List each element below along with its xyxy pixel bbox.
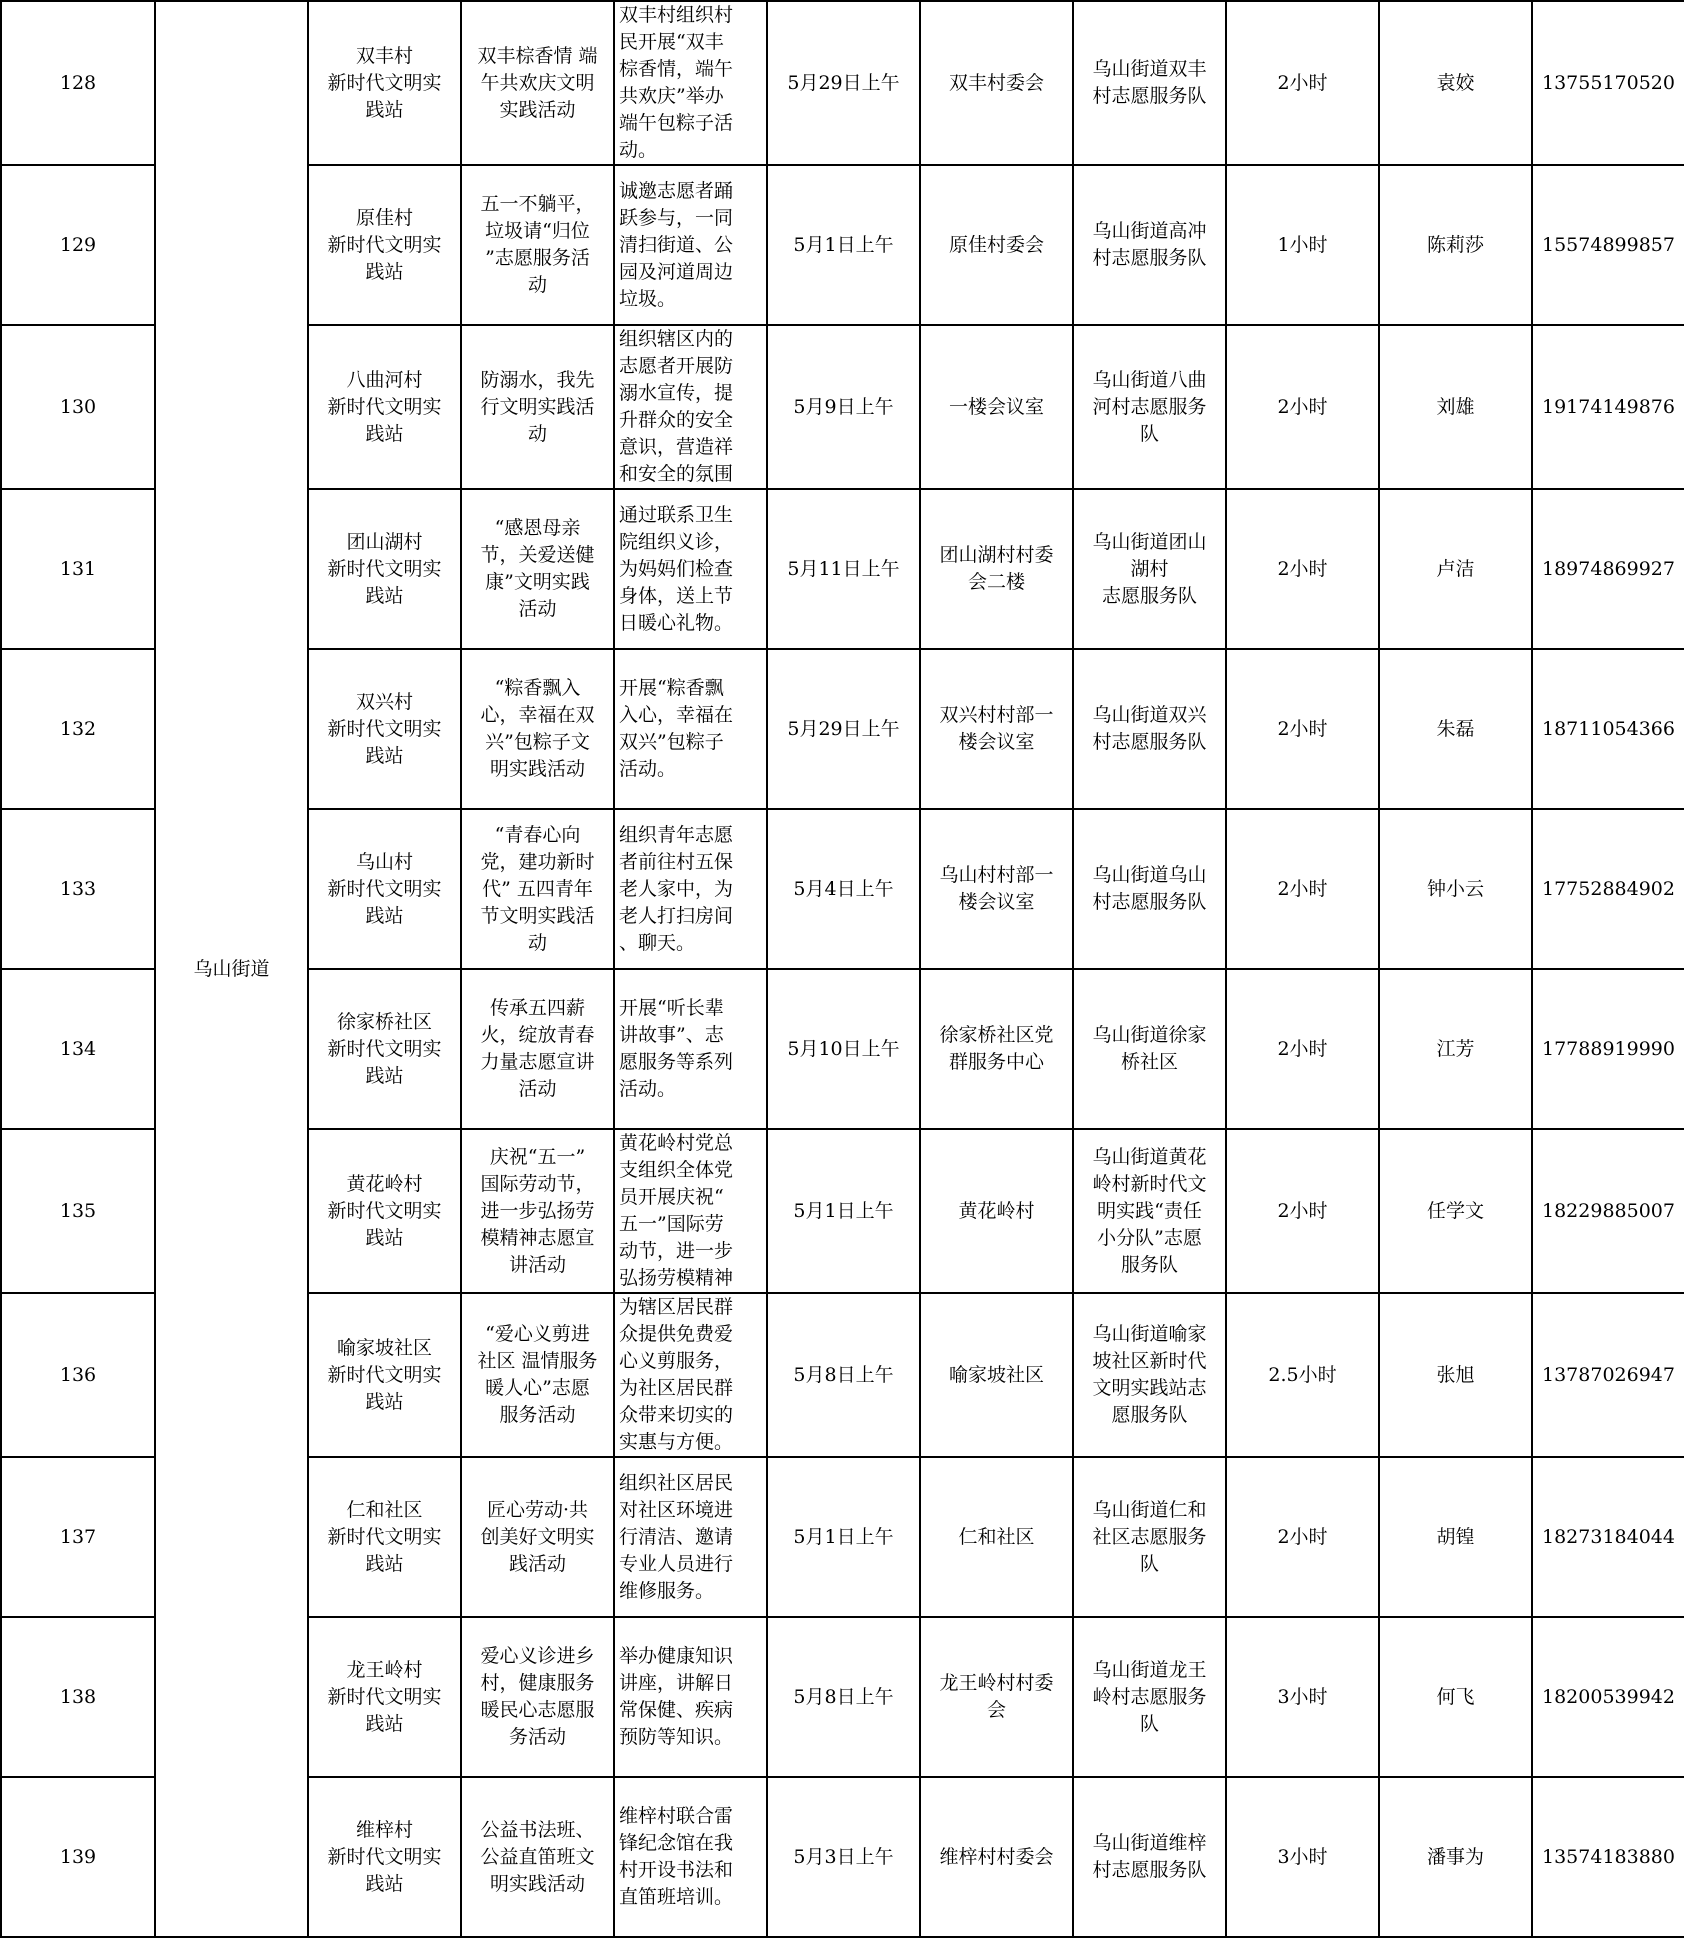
activity-time-cell: 5月8日上午 xyxy=(767,1293,920,1457)
duration-cell: 2小时 xyxy=(1226,969,1379,1129)
row-number-cell: 139 xyxy=(1,1777,155,1937)
station-cell: 喻家坡社区 新时代文明实 践站 xyxy=(308,1293,461,1457)
activity-content-cell: 组织社区居民 对社区环境进 行清洁、邀请 专业人员进行 维修服务。 xyxy=(614,1457,767,1617)
contact-person-cell: 任学文 xyxy=(1379,1129,1532,1293)
activity-time-cell: 5月9日上午 xyxy=(767,325,920,489)
activity-content-cell: 黄花岭村党总 支组织全体党 员开展庆祝“ 五一”国际劳 动节，进一步 弘扬劳模精神 xyxy=(614,1129,767,1293)
duration-cell: 2小时 xyxy=(1226,1,1379,165)
activity-name-cell: 公益书法班、 公益直笛班文 明实践活动 xyxy=(461,1777,614,1937)
activity-place-cell: 黄花岭村 xyxy=(920,1129,1073,1293)
activity-name-cell: 庆祝“五一” 国际劳动节， 进一步弘扬劳 模精神志愿宣 讲活动 xyxy=(461,1129,614,1293)
activity-content-cell: 开展“粽香飘 入心，幸福在 双兴”包粽子 活动。 xyxy=(614,649,767,809)
activity-place-cell: 双兴村村部一 楼会议室 xyxy=(920,649,1073,809)
volunteer-team-cell: 乌山街道双兴 村志愿服务队 xyxy=(1073,649,1226,809)
activity-place-cell: 徐家桥社区党 群服务中心 xyxy=(920,969,1073,1129)
station-cell: 维梓村 新时代文明实 践站 xyxy=(308,1777,461,1937)
activity-place-cell: 仁和社区 xyxy=(920,1457,1073,1617)
district-cell: 乌山街道 xyxy=(155,1,308,1937)
activity-content-cell: 组织辖区内的 志愿者开展防 溺水宣传，提 升群众的安全 意识，营造祥 和安全的氛围 xyxy=(614,325,767,489)
duration-cell: 2小时 xyxy=(1226,1129,1379,1293)
station-cell: 团山湖村 新时代文明实 践站 xyxy=(308,489,461,649)
row-number-cell: 138 xyxy=(1,1617,155,1777)
duration-cell: 2小时 xyxy=(1226,1457,1379,1617)
duration-cell: 2小时 xyxy=(1226,325,1379,489)
phone-cell: 18974869927 xyxy=(1532,489,1684,649)
activity-time-cell: 5月8日上午 xyxy=(767,1617,920,1777)
contact-person-cell: 钟小云 xyxy=(1379,809,1532,969)
volunteer-team-cell: 乌山街道仁和 社区志愿服务 队 xyxy=(1073,1457,1226,1617)
activity-name-cell: 防溺水，我先 行文明实践活 动 xyxy=(461,325,614,489)
volunteer-team-cell: 乌山街道团山 湖村 志愿服务队 xyxy=(1073,489,1226,649)
activity-content-cell: 双丰村组织村 民开展“双丰 棕香情，端午 共欢庆”举办 端午包粽子活 动。 xyxy=(614,1,767,165)
activity-time-cell: 5月1日上午 xyxy=(767,1129,920,1293)
activity-time-cell: 5月3日上午 xyxy=(767,1777,920,1937)
activity-time-cell: 5月11日上午 xyxy=(767,489,920,649)
contact-person-cell: 陈莉莎 xyxy=(1379,165,1532,325)
row-number-cell: 129 xyxy=(1,165,155,325)
row-number-cell: 131 xyxy=(1,489,155,649)
activity-name-cell: “青春心向 党，建功新时 代” 五四青年 节文明实践活 动 xyxy=(461,809,614,969)
activity-place-cell: 喻家坡社区 xyxy=(920,1293,1073,1457)
duration-cell: 3小时 xyxy=(1226,1617,1379,1777)
contact-person-cell: 潘事为 xyxy=(1379,1777,1532,1937)
table-row xyxy=(1,1,1684,165)
station-cell: 龙王岭村 新时代文明实 践站 xyxy=(308,1617,461,1777)
activity-name-cell: 爱心义诊进乡 村，健康服务 暖民心志愿服 务活动 xyxy=(461,1617,614,1777)
phone-cell: 17788919990 xyxy=(1532,969,1684,1129)
contact-person-cell: 何飞 xyxy=(1379,1617,1532,1777)
table-body xyxy=(1,1,1684,1937)
volunteer-team-cell: 乌山街道徐家 桥社区 xyxy=(1073,969,1226,1129)
station-cell: 仁和社区 新时代文明实 践站 xyxy=(308,1457,461,1617)
activity-time-cell: 5月10日上午 xyxy=(767,969,920,1129)
row-number-cell: 135 xyxy=(1,1129,155,1293)
station-cell: 双丰村 新时代文明实 践站 xyxy=(308,1,461,165)
activity-place-cell: 双丰村委会 xyxy=(920,1,1073,165)
contact-person-cell: 刘雄 xyxy=(1379,325,1532,489)
duration-cell: 2小时 xyxy=(1226,809,1379,969)
activity-name-cell: “粽香飘入 心，幸福在双 兴”包粽子文 明实践活动 xyxy=(461,649,614,809)
volunteer-team-cell: 乌山街道喻家 坡社区新时代 文明实践站志 愿服务队 xyxy=(1073,1293,1226,1457)
activity-name-cell: “爱心义剪进 社区 温情服务 暖人心”志愿 服务活动 xyxy=(461,1293,614,1457)
station-cell: 乌山村 新时代文明实 践站 xyxy=(308,809,461,969)
activity-content-cell: 维梓村联合雷 锋纪念馆在我 村开设书法和 直笛班培训。 xyxy=(614,1777,767,1937)
activity-time-cell: 5月1日上午 xyxy=(767,165,920,325)
activity-time-cell: 5月29日上午 xyxy=(767,1,920,165)
activity-name-cell: 双丰棕香情 端 午共欢庆文明 实践活动 xyxy=(461,1,614,165)
activity-content-cell: 开展“听长辈 讲故事”、志 愿服务等系列 活动。 xyxy=(614,969,767,1129)
duration-cell: 1小时 xyxy=(1226,165,1379,325)
activity-place-cell: 龙王岭村村委 会 xyxy=(920,1617,1073,1777)
activity-name-cell: 传承五四薪 火，绽放青春 力量志愿宣讲 活动 xyxy=(461,969,614,1129)
row-number-cell: 134 xyxy=(1,969,155,1129)
activity-content-cell: 组织青年志愿 者前往村五保 老人家中，为 老人打扫房间 、聊天。 xyxy=(614,809,767,969)
row-number-cell: 137 xyxy=(1,1457,155,1617)
station-cell: 原佳村 新时代文明实 践站 xyxy=(308,165,461,325)
contact-person-cell: 袁姣 xyxy=(1379,1,1532,165)
contact-person-cell: 朱磊 xyxy=(1379,649,1532,809)
station-cell: 八曲河村 新时代文明实 践站 xyxy=(308,325,461,489)
activity-place-cell: 一楼会议室 xyxy=(920,325,1073,489)
phone-cell: 13787026947 xyxy=(1532,1293,1684,1457)
activity-place-cell: 维梓村村委会 xyxy=(920,1777,1073,1937)
phone-cell: 19174149876 xyxy=(1532,325,1684,489)
row-number-cell: 130 xyxy=(1,325,155,489)
volunteer-team-cell: 乌山街道高冲 村志愿服务队 xyxy=(1073,165,1226,325)
phone-cell: 18273184044 xyxy=(1532,1457,1684,1617)
activity-place-cell: 乌山村村部一 楼会议室 xyxy=(920,809,1073,969)
volunteer-team-cell: 乌山街道双丰 村志愿服务队 xyxy=(1073,1,1226,165)
phone-cell: 18200539942 xyxy=(1532,1617,1684,1777)
station-cell: 黄花岭村 新时代文明实 践站 xyxy=(308,1129,461,1293)
activity-content-cell: 为辖区居民群 众提供免费爱 心义剪服务， 为社区居民群 众带来切实的 实惠与方便。 xyxy=(614,1293,767,1457)
phone-cell: 13755170520 xyxy=(1532,1,1684,165)
phone-cell: 13574183880 xyxy=(1532,1777,1684,1937)
duration-cell: 2小时 xyxy=(1226,489,1379,649)
duration-cell: 3小时 xyxy=(1226,1777,1379,1937)
contact-person-cell: 江芳 xyxy=(1379,969,1532,1129)
station-cell: 双兴村 新时代文明实 践站 xyxy=(308,649,461,809)
row-number-cell: 128 xyxy=(1,1,155,165)
activity-content-cell: 诚邀志愿者踊 跃参与，一同 清扫街道、公 园及河道周边 垃圾。 xyxy=(614,165,767,325)
activity-time-cell: 5月4日上午 xyxy=(767,809,920,969)
row-number-cell: 132 xyxy=(1,649,155,809)
phone-cell: 17752884902 xyxy=(1532,809,1684,969)
volunteer-team-cell: 乌山街道八曲 河村志愿服务 队 xyxy=(1073,325,1226,489)
activity-content-cell: 举办健康知识 讲座，讲解日 常保健、疾病 预防等知识。 xyxy=(614,1617,767,1777)
duration-cell: 2小时 xyxy=(1226,649,1379,809)
activity-name-cell: 五一不躺平， 垃圾请“归位 ”志愿服务活 动 xyxy=(461,165,614,325)
activity-content-cell: 通过联系卫生 院组织义诊， 为妈妈们检查 身体，送上节 日暖心礼物。 xyxy=(614,489,767,649)
activity-place-cell: 团山湖村村委 会二楼 xyxy=(920,489,1073,649)
row-number-cell: 133 xyxy=(1,809,155,969)
contact-person-cell: 卢洁 xyxy=(1379,489,1532,649)
phone-cell: 18229885007 xyxy=(1532,1129,1684,1293)
row-number-cell: 136 xyxy=(1,1293,155,1457)
volunteer-team-cell: 乌山街道黄花 岭村新时代文 明实践“责任 小分队”志愿 服务队 xyxy=(1073,1129,1226,1293)
contact-person-cell: 胡锽 xyxy=(1379,1457,1532,1617)
contact-person-cell: 张旭 xyxy=(1379,1293,1532,1457)
phone-cell: 18711054366 xyxy=(1532,649,1684,809)
volunteer-team-cell: 乌山街道乌山 村志愿服务队 xyxy=(1073,809,1226,969)
activity-place-cell: 原佳村委会 xyxy=(920,165,1073,325)
station-cell: 徐家桥社区 新时代文明实 践站 xyxy=(308,969,461,1129)
volunteer-team-cell: 乌山街道龙王 岭村志愿服务 队 xyxy=(1073,1617,1226,1777)
phone-cell: 15574899857 xyxy=(1532,165,1684,325)
activity-time-cell: 5月29日上午 xyxy=(767,649,920,809)
volunteer-team-cell: 乌山街道维梓 村志愿服务队 xyxy=(1073,1777,1226,1937)
duration-cell: 2.5小时 xyxy=(1226,1293,1379,1457)
activity-name-cell: 匠心劳动·共 创美好文明实 践活动 xyxy=(461,1457,614,1617)
activity-name-cell: “感恩母亲 节，关爱送健 康”文明实践 活动 xyxy=(461,489,614,649)
activity-time-cell: 5月1日上午 xyxy=(767,1457,920,1617)
